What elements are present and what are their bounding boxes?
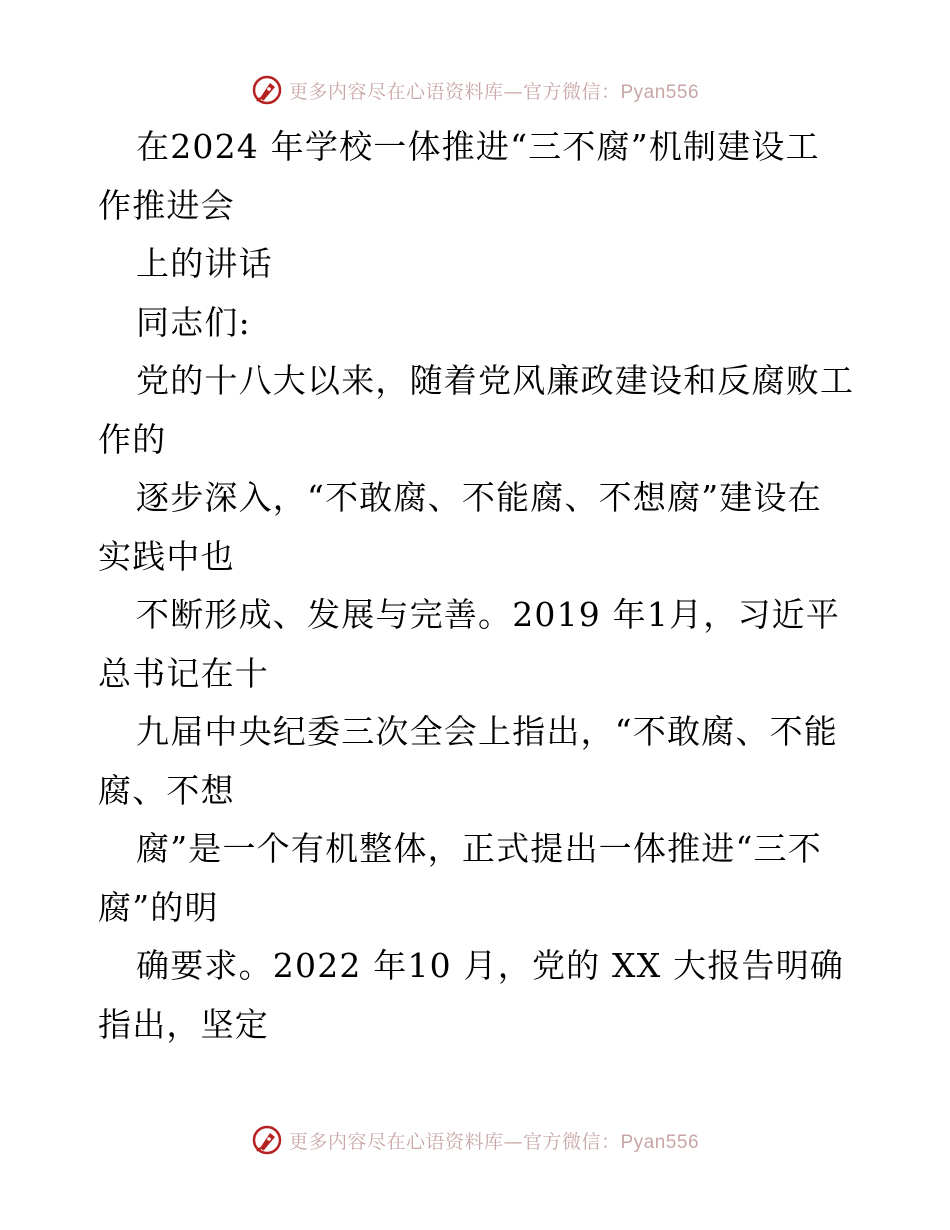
text-line: 不断形成、发展与完善。2019 年1月，习近平 bbox=[136, 595, 841, 634]
watermark-text: 更多内容尽在心语资料库—官方微信：Pyan556 bbox=[288, 80, 700, 103]
text-line: 腐”的明 bbox=[98, 887, 219, 927]
watermark-text: 更多内容尽在心语资料库—官方微信：Pyan556 bbox=[288, 1130, 700, 1153]
text-line: 在2024 年学校一体推进“三不腐”机制建设工 bbox=[136, 127, 820, 166]
text-line: 作推进会 bbox=[98, 185, 235, 225]
pen-nib-logo-icon bbox=[251, 1124, 283, 1156]
text-line: 逐步深入，“不敢腐、不能腐、不想腐”建设在 bbox=[136, 478, 822, 517]
text-line: 同志们: bbox=[136, 302, 251, 342]
pen-nib-logo-icon bbox=[251, 74, 283, 106]
document-body bbox=[98, 118, 868, 1054]
text-line: 腐”是一个有机整体，正式提出一体推进“三不 bbox=[136, 829, 822, 868]
text-line: 九届中央纪委三次全会上指出，“不敢腐、不能 bbox=[136, 712, 839, 751]
footer-watermark-banner bbox=[0, 1120, 950, 1160]
text-line: 确要求。2022 年10 月，党的 XX 大报告明确 bbox=[136, 946, 845, 985]
text-line: 腐、不想 bbox=[98, 770, 235, 810]
text-line: 实践中也 bbox=[98, 536, 235, 576]
text-line: 上的讲话 bbox=[136, 244, 273, 283]
text-line: 指出，坚定 bbox=[98, 1004, 269, 1044]
text-line: 作的 bbox=[98, 419, 167, 459]
text-line: 总书记在十 bbox=[98, 653, 269, 693]
header-watermark-banner bbox=[0, 70, 950, 110]
wechat-id: Pyan556 bbox=[620, 1131, 700, 1153]
wechat-id: Pyan556 bbox=[620, 81, 700, 103]
text-line: 党的十八大以来，随着党风廉政建设和反腐败工 bbox=[136, 361, 855, 400]
